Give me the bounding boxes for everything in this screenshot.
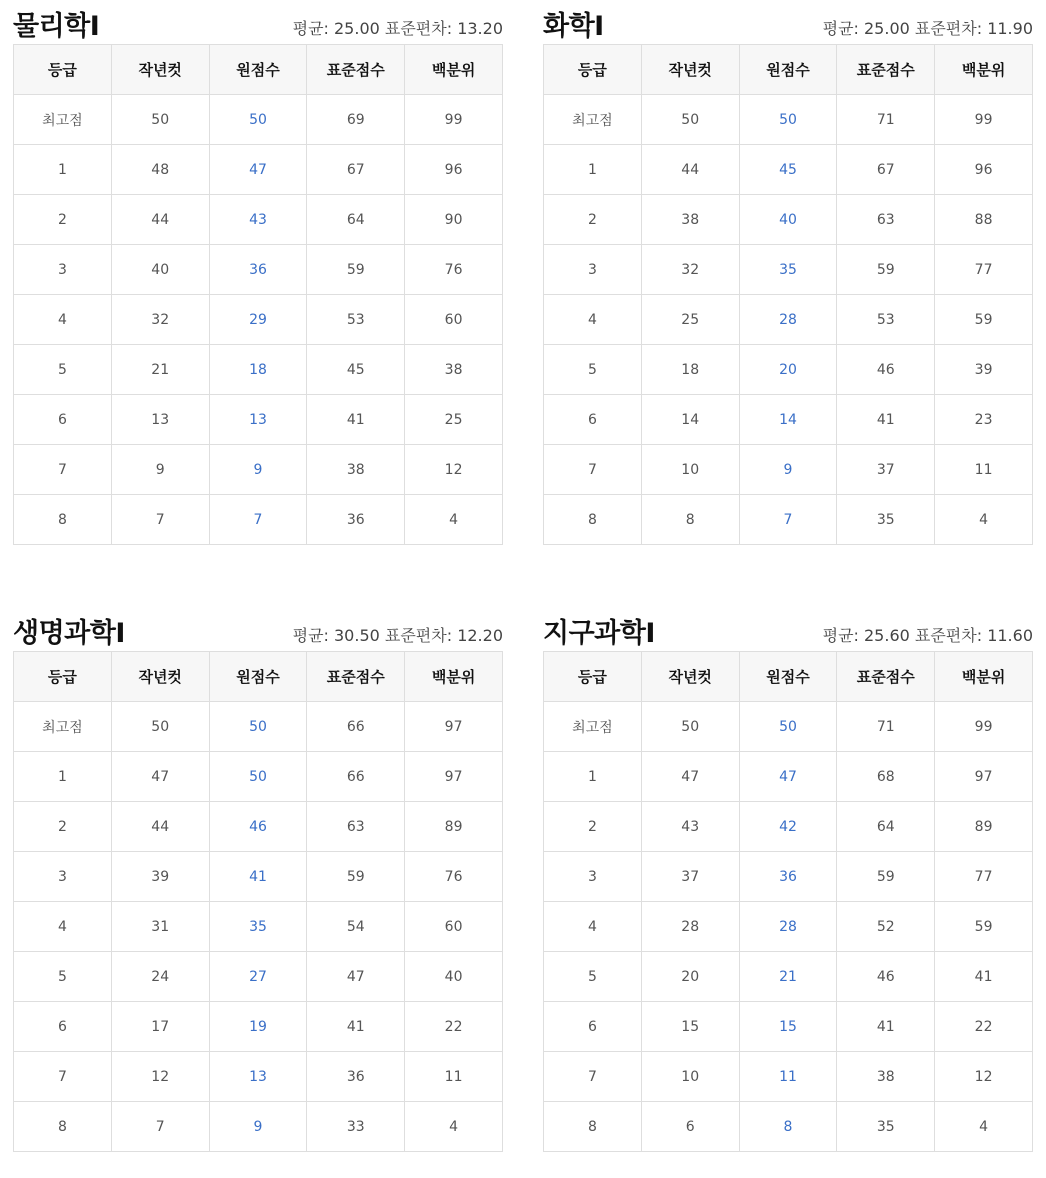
last-year-cut-cell: 32 <box>111 295 209 345</box>
percentile-cell: 97 <box>405 702 503 752</box>
subject-stats: 평균: 25.00 표준편차: 13.20 <box>292 19 503 38</box>
standard-score-cell: 53 <box>837 295 935 345</box>
table-row <box>544 295 1033 345</box>
percentile-cell: 4 <box>405 1102 503 1152</box>
last-year-cut-cell: 20 <box>641 952 739 1002</box>
table-row <box>544 802 1033 852</box>
last-year-cut-cell: 15 <box>641 1002 739 1052</box>
table-row <box>14 752 503 802</box>
score-table <box>13 651 503 1152</box>
raw-score-cell: 7 <box>209 495 307 545</box>
last-year-cut-cell: 24 <box>111 952 209 1002</box>
raw-score-cell: 46 <box>209 802 307 852</box>
column-header: 원점수 <box>739 652 837 702</box>
table-row <box>544 495 1033 545</box>
raw-score-cell: 14 <box>739 395 837 445</box>
standard-score-cell: 41 <box>307 1002 405 1052</box>
standard-score-cell: 66 <box>307 702 405 752</box>
table-row <box>14 1052 503 1102</box>
raw-score-cell: 50 <box>739 95 837 145</box>
percentile-cell: 11 <box>935 445 1033 495</box>
table-row <box>14 245 503 295</box>
last-year-cut-cell: 25 <box>641 295 739 345</box>
column-header: 등급 <box>14 45 112 95</box>
subject-title: 생명과학Ⅰ <box>13 618 125 649</box>
last-year-cut-cell: 21 <box>111 345 209 395</box>
column-header: 작년컷 <box>111 652 209 702</box>
last-year-cut-cell: 28 <box>641 902 739 952</box>
last-year-cut-cell: 48 <box>111 145 209 195</box>
table-row <box>544 95 1033 145</box>
raw-score-cell: 41 <box>209 852 307 902</box>
table-row <box>14 952 503 1002</box>
raw-score-cell: 42 <box>739 802 837 852</box>
table-row <box>14 95 503 145</box>
standard-score-cell: 64 <box>307 195 405 245</box>
column-header: 표준점수 <box>837 652 935 702</box>
table-row <box>544 145 1033 195</box>
table-row <box>14 902 503 952</box>
grade-cell: 최고점 <box>544 702 642 752</box>
raw-score-cell: 8 <box>739 1102 837 1152</box>
panel-header <box>13 0 503 44</box>
column-header: 백분위 <box>405 45 503 95</box>
standard-score-cell: 71 <box>837 702 935 752</box>
grade-cell: 최고점 <box>14 702 112 752</box>
grade-cell: 3 <box>544 245 642 295</box>
percentile-cell: 97 <box>405 752 503 802</box>
table-row <box>14 495 503 545</box>
last-year-cut-cell: 37 <box>641 852 739 902</box>
subject-title: 화학Ⅰ <box>543 11 604 42</box>
grade-cell: 2 <box>14 195 112 245</box>
raw-score-cell: 28 <box>739 295 837 345</box>
last-year-cut-cell: 50 <box>111 702 209 752</box>
percentile-cell: 4 <box>935 1102 1033 1152</box>
standard-score-cell: 36 <box>307 1052 405 1102</box>
standard-score-cell: 36 <box>307 495 405 545</box>
percentile-cell: 90 <box>405 195 503 245</box>
column-header: 표준점수 <box>307 45 405 95</box>
percentile-cell: 23 <box>935 395 1033 445</box>
standard-score-cell: 41 <box>837 1002 935 1052</box>
table-row <box>544 395 1033 445</box>
last-year-cut-cell: 8 <box>641 495 739 545</box>
standard-score-cell: 41 <box>837 395 935 445</box>
standard-score-cell: 64 <box>837 802 935 852</box>
last-year-cut-cell: 10 <box>641 445 739 495</box>
percentile-cell: 22 <box>405 1002 503 1052</box>
score-table <box>543 44 1033 545</box>
last-year-cut-cell: 9 <box>111 445 209 495</box>
percentile-cell: 12 <box>405 445 503 495</box>
column-header: 등급 <box>544 652 642 702</box>
grade-cell: 5 <box>544 345 642 395</box>
raw-score-cell: 11 <box>739 1052 837 1102</box>
standard-score-cell: 59 <box>307 852 405 902</box>
last-year-cut-cell: 50 <box>111 95 209 145</box>
percentile-cell: 4 <box>935 495 1033 545</box>
percentile-cell: 76 <box>405 852 503 902</box>
percentile-cell: 89 <box>405 802 503 852</box>
raw-score-cell: 20 <box>739 345 837 395</box>
subject-stats: 평균: 25.60 표준편차: 11.60 <box>822 626 1033 645</box>
standard-score-cell: 38 <box>307 445 405 495</box>
standard-score-cell: 66 <box>307 752 405 802</box>
standard-score-cell: 59 <box>837 245 935 295</box>
raw-score-cell: 9 <box>739 445 837 495</box>
column-header: 원점수 <box>739 45 837 95</box>
standard-score-cell: 35 <box>837 495 935 545</box>
grade-cell: 3 <box>14 852 112 902</box>
table-row <box>544 902 1033 952</box>
last-year-cut-cell: 43 <box>641 802 739 852</box>
standard-score-cell: 68 <box>837 752 935 802</box>
raw-score-cell: 47 <box>209 145 307 195</box>
grade-cell: 8 <box>14 1102 112 1152</box>
grade-cell: 4 <box>544 902 642 952</box>
raw-score-cell: 13 <box>209 1052 307 1102</box>
raw-score-cell: 19 <box>209 1002 307 1052</box>
percentile-cell: 12 <box>935 1052 1033 1102</box>
last-year-cut-cell: 12 <box>111 1052 209 1102</box>
table-row <box>14 345 503 395</box>
grade-cell: 6 <box>14 1002 112 1052</box>
table-row <box>14 445 503 495</box>
last-year-cut-cell: 44 <box>111 195 209 245</box>
grade-cell: 5 <box>14 345 112 395</box>
last-year-cut-cell: 39 <box>111 852 209 902</box>
standard-score-cell: 67 <box>837 145 935 195</box>
percentile-cell: 99 <box>935 702 1033 752</box>
grade-cell: 6 <box>544 1002 642 1052</box>
grade-cell: 6 <box>544 395 642 445</box>
last-year-cut-cell: 31 <box>111 902 209 952</box>
raw-score-cell: 50 <box>209 702 307 752</box>
last-year-cut-cell: 44 <box>641 145 739 195</box>
panel-physics <box>13 0 503 545</box>
grade-cell: 4 <box>14 902 112 952</box>
subject-stats: 평균: 30.50 표준편차: 12.20 <box>292 626 503 645</box>
last-year-cut-cell: 13 <box>111 395 209 445</box>
raw-score-cell: 35 <box>739 245 837 295</box>
table-row <box>544 245 1033 295</box>
column-header: 백분위 <box>935 652 1033 702</box>
table-header-row <box>14 652 503 702</box>
last-year-cut-cell: 40 <box>111 245 209 295</box>
raw-score-cell: 29 <box>209 295 307 345</box>
raw-score-cell: 50 <box>739 702 837 752</box>
raw-score-cell: 9 <box>209 445 307 495</box>
column-header: 작년컷 <box>111 45 209 95</box>
percentile-cell: 60 <box>405 295 503 345</box>
raw-score-cell: 13 <box>209 395 307 445</box>
last-year-cut-cell: 18 <box>641 345 739 395</box>
panel-header <box>543 0 1033 44</box>
panel-earth-science <box>543 607 1033 1152</box>
grade-cell: 8 <box>14 495 112 545</box>
percentile-cell: 39 <box>935 345 1033 395</box>
raw-score-cell: 45 <box>739 145 837 195</box>
standard-score-cell: 69 <box>307 95 405 145</box>
percentile-cell: 60 <box>405 902 503 952</box>
percentile-cell: 59 <box>935 295 1033 345</box>
column-header: 원점수 <box>209 45 307 95</box>
table-row <box>544 445 1033 495</box>
grade-cell: 4 <box>544 295 642 345</box>
grade-cell: 1 <box>14 752 112 802</box>
raw-score-cell: 50 <box>209 95 307 145</box>
last-year-cut-cell: 44 <box>111 802 209 852</box>
grade-cell: 5 <box>14 952 112 1002</box>
column-header: 작년컷 <box>641 45 739 95</box>
last-year-cut-cell: 38 <box>641 195 739 245</box>
table-row <box>14 145 503 195</box>
standard-score-cell: 71 <box>837 95 935 145</box>
table-header-row <box>544 45 1033 95</box>
raw-score-cell: 9 <box>209 1102 307 1152</box>
grade-cell: 1 <box>14 145 112 195</box>
grade-cell: 7 <box>14 445 112 495</box>
raw-score-cell: 18 <box>209 345 307 395</box>
table-row <box>14 1102 503 1152</box>
percentile-cell: 22 <box>935 1002 1033 1052</box>
table-header-row <box>14 45 503 95</box>
raw-score-cell: 36 <box>209 245 307 295</box>
raw-score-cell: 27 <box>209 952 307 1002</box>
standard-score-cell: 63 <box>837 195 935 245</box>
percentile-cell: 77 <box>935 852 1033 902</box>
grade-cell: 1 <box>544 145 642 195</box>
grade-cell: 6 <box>14 395 112 445</box>
percentile-cell: 41 <box>935 952 1033 1002</box>
table-row <box>14 852 503 902</box>
standard-score-cell: 38 <box>837 1052 935 1102</box>
standard-score-cell: 59 <box>307 245 405 295</box>
column-header: 표준점수 <box>307 652 405 702</box>
panel-chemistry <box>543 0 1033 545</box>
subject-title: 물리학Ⅰ <box>13 11 100 42</box>
column-header: 백분위 <box>405 652 503 702</box>
raw-score-cell: 28 <box>739 902 837 952</box>
column-header: 등급 <box>544 45 642 95</box>
table-row <box>544 1102 1033 1152</box>
column-header: 작년컷 <box>641 652 739 702</box>
last-year-cut-cell: 47 <box>641 752 739 802</box>
table-header-row <box>544 652 1033 702</box>
percentile-cell: 97 <box>935 752 1033 802</box>
standard-score-cell: 46 <box>837 345 935 395</box>
last-year-cut-cell: 50 <box>641 95 739 145</box>
raw-score-cell: 21 <box>739 952 837 1002</box>
grade-cell: 2 <box>544 802 642 852</box>
panel-header <box>13 607 503 651</box>
grade-cell: 2 <box>544 195 642 245</box>
last-year-cut-cell: 7 <box>111 1102 209 1152</box>
percentile-cell: 89 <box>935 802 1033 852</box>
last-year-cut-cell: 6 <box>641 1102 739 1152</box>
standard-score-cell: 67 <box>307 145 405 195</box>
table-row <box>14 195 503 245</box>
standard-score-cell: 59 <box>837 852 935 902</box>
column-header: 등급 <box>14 652 112 702</box>
table-row <box>544 1002 1033 1052</box>
score-table <box>543 651 1033 1152</box>
last-year-cut-cell: 32 <box>641 245 739 295</box>
column-header: 표준점수 <box>837 45 935 95</box>
grade-cell: 1 <box>544 752 642 802</box>
table-row <box>14 1002 503 1052</box>
last-year-cut-cell: 50 <box>641 702 739 752</box>
standard-score-cell: 53 <box>307 295 405 345</box>
table-row <box>544 752 1033 802</box>
percentile-cell: 59 <box>935 902 1033 952</box>
panel-header <box>543 607 1033 651</box>
percentile-cell: 96 <box>405 145 503 195</box>
standard-score-cell: 45 <box>307 345 405 395</box>
standard-score-cell: 63 <box>307 802 405 852</box>
table-row <box>14 295 503 345</box>
grade-cell: 3 <box>14 245 112 295</box>
last-year-cut-cell: 47 <box>111 752 209 802</box>
last-year-cut-cell: 14 <box>641 395 739 445</box>
grade-cell: 7 <box>14 1052 112 1102</box>
grade-cell: 3 <box>544 852 642 902</box>
percentile-cell: 4 <box>405 495 503 545</box>
last-year-cut-cell: 10 <box>641 1052 739 1102</box>
raw-score-cell: 15 <box>739 1002 837 1052</box>
percentile-cell: 40 <box>405 952 503 1002</box>
grade-cell: 7 <box>544 1052 642 1102</box>
raw-score-cell: 43 <box>209 195 307 245</box>
grade-cell: 7 <box>544 445 642 495</box>
grade-cell: 4 <box>14 295 112 345</box>
table-row <box>544 852 1033 902</box>
table-row <box>544 952 1033 1002</box>
percentile-cell: 99 <box>405 95 503 145</box>
score-table <box>13 44 503 545</box>
percentile-cell: 99 <box>935 95 1033 145</box>
standard-score-cell: 52 <box>837 902 935 952</box>
column-header: 백분위 <box>935 45 1033 95</box>
table-row <box>544 1052 1033 1102</box>
standard-score-cell: 54 <box>307 902 405 952</box>
table-row <box>544 345 1033 395</box>
standard-score-cell: 37 <box>837 445 935 495</box>
panel-life-science <box>13 607 503 1152</box>
table-row <box>544 702 1033 752</box>
grade-cell: 5 <box>544 952 642 1002</box>
table-row <box>544 195 1033 245</box>
raw-score-cell: 7 <box>739 495 837 545</box>
subject-title: 지구과학Ⅰ <box>543 618 655 649</box>
raw-score-cell: 40 <box>739 195 837 245</box>
percentile-cell: 88 <box>935 195 1033 245</box>
standard-score-cell: 46 <box>837 952 935 1002</box>
table-row <box>14 802 503 852</box>
last-year-cut-cell: 7 <box>111 495 209 545</box>
raw-score-cell: 36 <box>739 852 837 902</box>
standard-score-cell: 47 <box>307 952 405 1002</box>
percentile-cell: 96 <box>935 145 1033 195</box>
raw-score-cell: 50 <box>209 752 307 802</box>
percentile-cell: 38 <box>405 345 503 395</box>
grade-cell: 8 <box>544 495 642 545</box>
table-row <box>14 395 503 445</box>
grade-cell: 최고점 <box>14 95 112 145</box>
percentile-cell: 25 <box>405 395 503 445</box>
grade-cell: 8 <box>544 1102 642 1152</box>
raw-score-cell: 35 <box>209 902 307 952</box>
standard-score-cell: 33 <box>307 1102 405 1152</box>
grade-cell: 2 <box>14 802 112 852</box>
table-row <box>14 702 503 752</box>
raw-score-cell: 47 <box>739 752 837 802</box>
grade-cell: 최고점 <box>544 95 642 145</box>
column-header: 원점수 <box>209 652 307 702</box>
subject-stats: 평균: 25.00 표준편차: 11.90 <box>822 19 1033 38</box>
percentile-cell: 76 <box>405 245 503 295</box>
standard-score-cell: 35 <box>837 1102 935 1152</box>
standard-score-cell: 41 <box>307 395 405 445</box>
last-year-cut-cell: 17 <box>111 1002 209 1052</box>
percentile-cell: 11 <box>405 1052 503 1102</box>
percentile-cell: 77 <box>935 245 1033 295</box>
